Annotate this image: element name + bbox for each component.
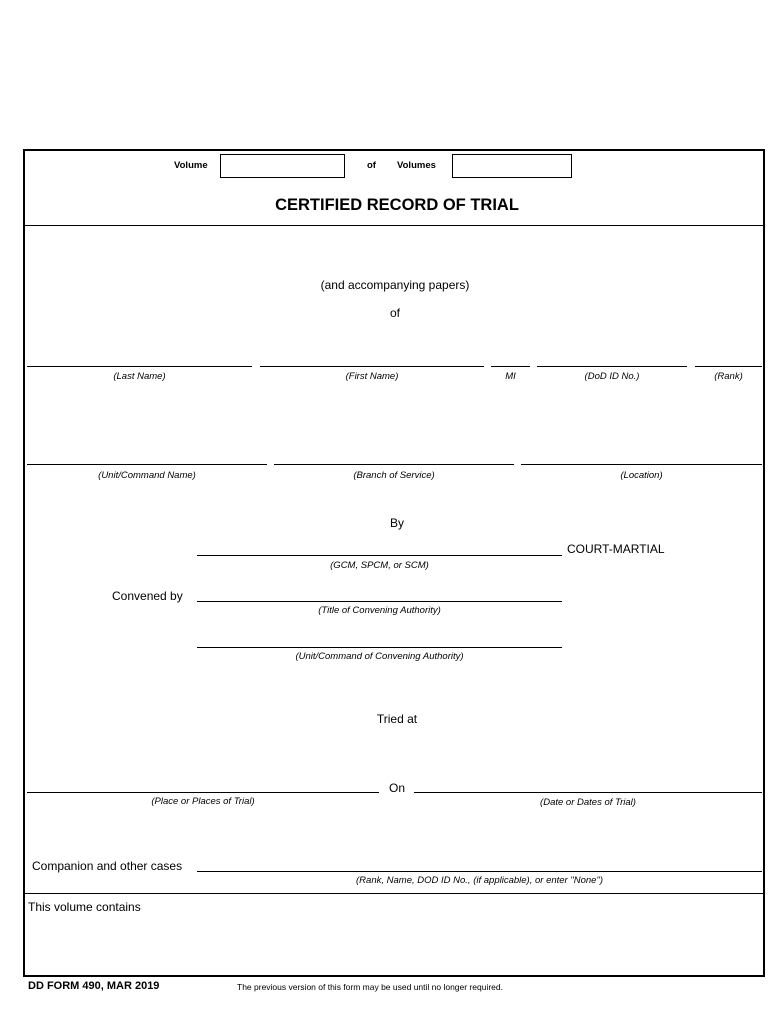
last-name-label: (Last Name) [113,371,166,382]
convened-by-text: Convened by [112,589,183,603]
companion-label: Companion and other cases [32,859,183,873]
branch-label: (Branch of Service) [353,470,435,481]
date-line[interactable] [414,792,762,793]
convening-unit-line[interactable] [197,647,562,648]
volume-input[interactable] [220,154,345,178]
volumes-label: Volumes [397,160,436,171]
mi-line[interactable] [491,366,530,367]
mi-label: MI [505,371,516,382]
form-title: CERTIFIED RECORD OF TRIAL [275,196,519,214]
tried-at-text: Tried at [376,712,418,726]
by-text: By [389,516,404,530]
first-name-label: (First Name) [345,371,399,382]
unit-line[interactable] [27,464,267,465]
dod-id-line[interactable] [537,366,687,367]
companion-hint: (Rank, Name, DOD ID No., (if applicable), or enter "None") [356,875,603,886]
rank-line[interactable] [695,366,762,367]
form-id: DD FORM 490, MAR 2019 [28,980,160,992]
branch-line[interactable] [274,464,514,465]
volume-label: Volume [174,160,208,171]
on-text: On [389,781,406,795]
contents-divider [24,893,764,894]
of-text: of [389,306,400,320]
rank-label: (Rank) [714,371,743,382]
court-martial-text: COURT-MARTIAL [567,542,665,556]
first-name-line[interactable] [260,366,484,367]
dod-id-label: (DoD ID No.) [584,371,640,382]
court-type-label: (GCM, SPCM, or SCM) [330,560,429,571]
companion-line[interactable] [197,871,762,872]
unit-label: (Unit/Command Name) [98,470,196,481]
court-type-line[interactable] [197,555,562,556]
place-label: (Place or Places of Trial) [151,796,255,807]
date-label: (Date or Dates of Trial) [540,797,636,808]
convening-title-line[interactable] [197,601,562,602]
accompanying-text: (and accompanying papers) [320,278,470,292]
location-label: (Location) [620,470,663,481]
volumes-input[interactable] [452,154,572,178]
volume-contains-label: This volume contains [28,900,141,914]
place-line[interactable] [27,792,379,793]
location-line[interactable] [521,464,762,465]
convening-title-label: (Title of Convening Authority) [318,605,441,616]
of-label: of [367,160,376,171]
form-note: The previous version of this form may be used until no longer required. [237,982,503,992]
title-divider [24,225,764,226]
last-name-line[interactable] [27,366,252,367]
convening-unit-label: (Unit/Command of Convening Authority) [295,651,464,662]
